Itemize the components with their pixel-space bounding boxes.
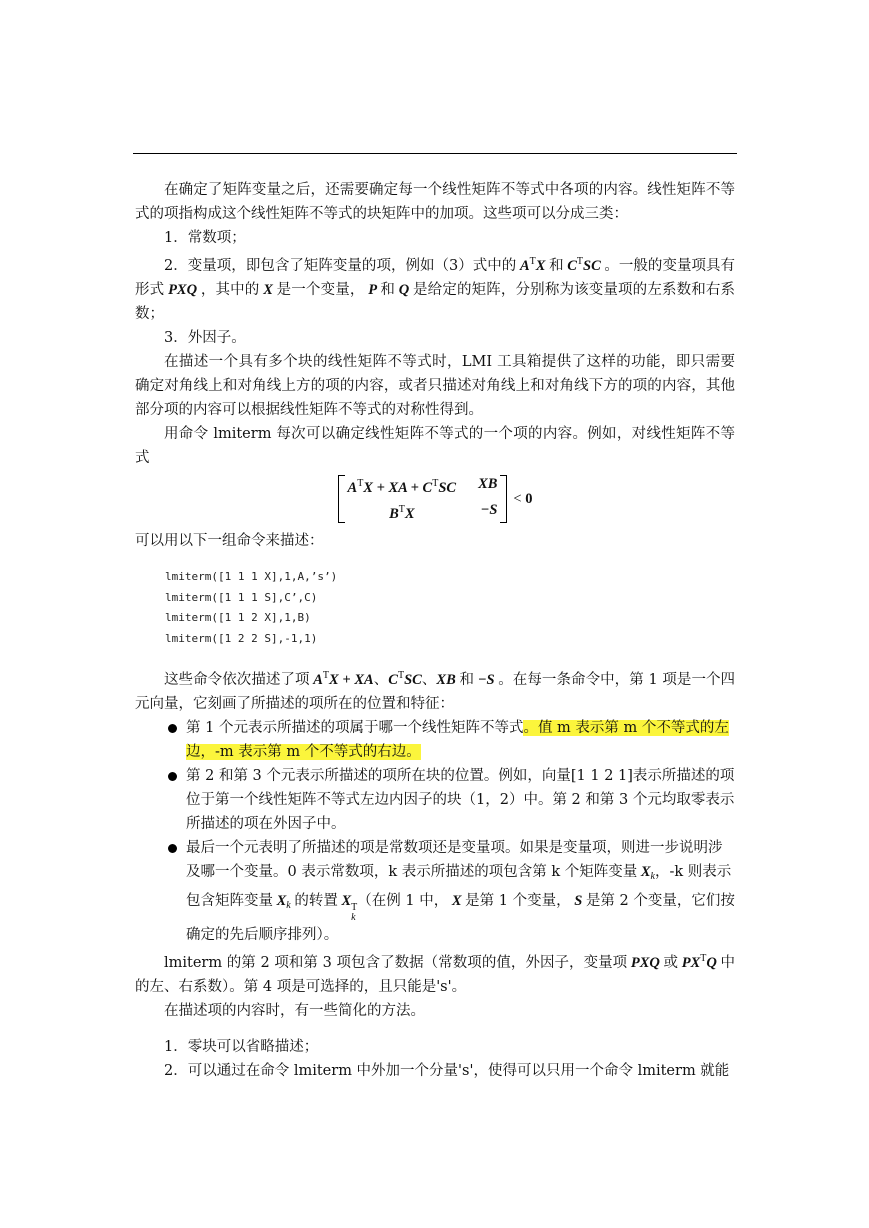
list-item-constant: 1．常数项； bbox=[164, 230, 246, 246]
paragraph-symmetry: 在描述一个具有多个块的线性矩阵不等式时，LMI 工具箱提供了这样的功能，即只需要确定对角线上和对角线上方的项的内容，或者只描述对角线上和对角线下方的项的内容，其他部分项的内容可以根据线性矩阵不等式的对称性得到。 bbox=[135, 354, 735, 418]
list-item-variable: 2．变量项，即包含了矩阵变量的项，例如（3）式中的 $A^TX$ 和 $C^TSC$ 。一般的变量项具有形式 PXQ ，其中的 X 是一个变量， P 和 Q 是给定的矩阵，分别称为该变量项的左系数和右系数； bbox=[135, 256, 736, 322]
paragraph-simplify: 在描述项的内容时，有一些简化的方法。 bbox=[164, 1003, 425, 1019]
bullet-item-2: 第 2 和第 3 个元表示所描述的项所在块的位置。例如，向量[1 1 2 1]表示所描述的项位于第一个线性矩阵不等式左边内因子的块（1，2）中。第 2 和第 3 个元均取零表示所描述的项在外因子中。 bbox=[135, 764, 735, 836]
code-block: lmiterm([1 1 1 X],1,A,’s’) lmiterm([1 1 1 S],C’,C) lmiterm([1 1 2 X],1,B) lmiterm([1 2 2 S],-1,1) bbox=[165, 570, 338, 645]
paragraph-lmiterm: 用命令 lmiterm 每次可以确定线性矩阵不等式的一个项的内容。例如，对线性矩阵不等式 bbox=[135, 426, 735, 466]
bullet-dot-icon bbox=[168, 844, 177, 853]
paragraph-commands-intro: 可以用以下一组命令来描述： bbox=[135, 533, 324, 549]
header-rule bbox=[133, 153, 737, 154]
bullet-dot-icon bbox=[168, 724, 177, 733]
list-item-zero-block: 1．零块可以省略描述； bbox=[164, 1039, 319, 1055]
bullet-item-1: 第 1 个元表示所描述的项属于哪一个线性矩阵不等式。值 m 表示第 m 个不等式的左边，-m 表示第 m 个不等式的右边。 bbox=[135, 716, 735, 764]
bullet-item-3: 最后一个元表明了所描述的项是常数项还是变量项。如果是变量项，则进一步说明涉及哪一个变量。0 表示常数项，k 表示所描述的项包含第 k 个矩阵变量 $X_k$，-k 则表示包含矩阵变量 $X_k$ 的转置 X T k （在例 1 中， X 是第 1 个变量， S 是第 2 个变量，它们按确定的先后顺序排列）。 bbox=[135, 836, 735, 947]
paragraph-intro: 在确定了矩阵变量之后，还需要确定每一个线性矩阵不等式中各项的内容。线性矩阵不等式的项指构成这个线性矩阵不等式的块矩阵中的加项。这些项可以分成三类： bbox=[135, 182, 735, 222]
matrix-inequality: $A^TX$ + XA + $C^TSC$ XB $B^TX$ −S < 0 bbox=[135, 473, 735, 525]
list-item-outer-factor: 3．外因子。 bbox=[164, 330, 246, 346]
paragraph-terms: 这些命令依次描述了项 $A^TX$ + XA、$C^TSC$、XB 和 −S 。在每一条命令中，第 1 项是一个四元向量，它刻画了所描述的项所在的位置和特征： bbox=[135, 670, 736, 712]
list-item-symmetric: 2．可以通过在命令 lmiterm 中外加一个分量's'，使得可以只用一个命令 lmiterm 就能 bbox=[164, 1063, 730, 1079]
bullet-dot-icon bbox=[168, 772, 177, 781]
highlighted-text: 。值 m 表示第 m 个不等式的左边，-m 表示第 m 个不等式的右边。 bbox=[186, 720, 729, 760]
paragraph-lmiterm-args: lmiterm 的第 2 项和第 3 项包含了数据（常数项的值，外因子，变量项 PXQ 或 $PX^TQ$ 中的左、右系数）。第 4 项是可选择的，且只能是's'。 bbox=[135, 953, 736, 995]
page-body bbox=[135, 178, 735, 1083]
